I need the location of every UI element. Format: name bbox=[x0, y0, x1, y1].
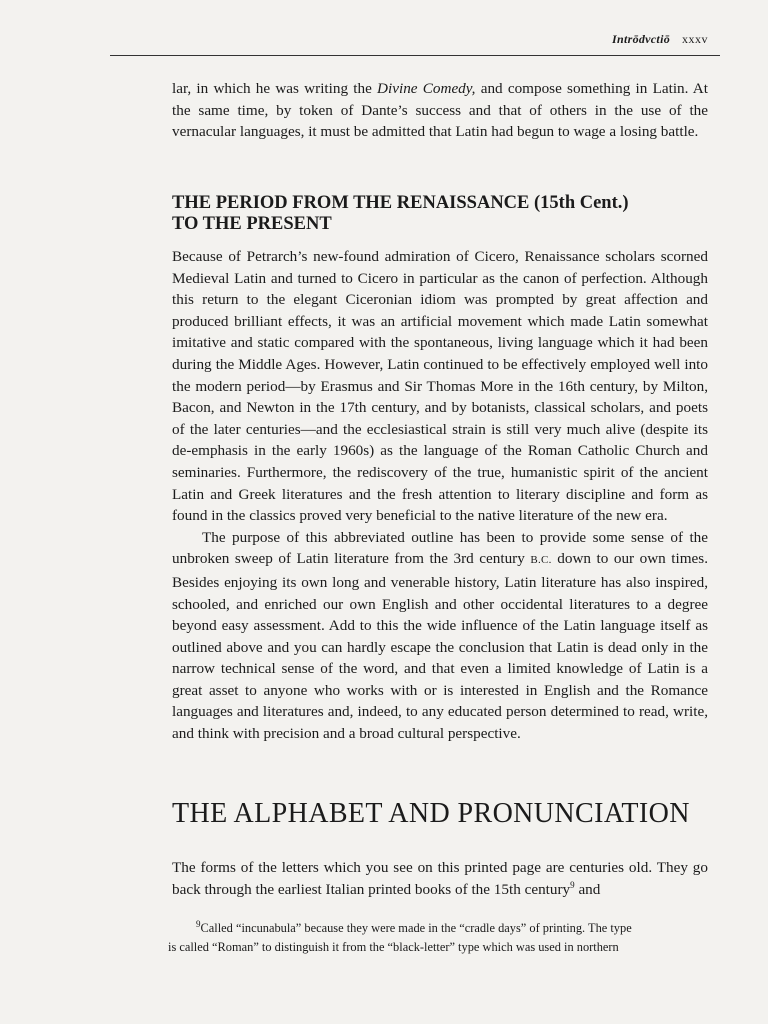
footnote-marker: 9 bbox=[196, 918, 201, 929]
footnote bbox=[168, 919, 698, 956]
paragraph-purpose bbox=[172, 527, 708, 745]
paragraph-renaissance: Because of Petrarch’s new-found admiration of Cicero, Renaissance scholars scorned Medieval Latin and turned to Cicero in particular as the canon of perfection. Although this return to the elegant Ciceronian idiom was prompted by great affection and produced brilliant effects, it was an artificial movement which made Latin somewhat imitative and static compared with the spontaneous, living language which it had been during the Middle Ages. However, Latin continued to be effectively employed well into the modern period—by Erasmus and Sir Thomas More in the 16th century, by Milton, Bacon, and Newton in the 17th century, and by botanists, classical scholars, and poets of the later centuries—and the ecclesiastical strain is still very much alive (despite its de-emphasis in the early 1960s) as the language of the Roman Catholic Church and seminaries. Furthermore, the rediscovery of the true, humanistic spirit of the ancient Latin and Greek literatures and the fresh attention to literary discipline and form as found in the classics proved very beneficial to the native literature of the new era. bbox=[172, 248, 708, 525]
running-head-title: Intrōdvctiō bbox=[612, 32, 670, 46]
para1-text-a: lar, in which he was writing the bbox=[172, 80, 378, 97]
para4-text-b: and bbox=[574, 880, 601, 898]
footnote-text-2: is called “Roman” to distinguish it from the “black-letter” type which was used in northern bbox=[168, 939, 619, 954]
paragraph-continuation bbox=[172, 78, 708, 143]
para3-text-b: down to our own times. Besides enjoying its own long and venerable history, Latin literature has also inspired, schooled, and enriched our own English and other occidental literatures to a degree beyond easy assessment. Add to this the wide influence of the Latin language itself as outlined above and you can hardly escape the conclusion that Latin is dead only in the narrow technical sense of the word, and that even a limited knowledge of Latin is a great asset to anyone who works with or is interested in English and the Romance languages and literatures and, indeed, to any educated person determined to read, write, and think with precision and a broad cultural perspective. bbox=[172, 550, 708, 743]
para3-text-a: The purpose of this abbreviated outline has been to provide some sense of the unbroken sweep of Latin literature from the 3rd century bbox=[172, 528, 708, 568]
section-heading-line2: TO THE PRESENT bbox=[172, 214, 332, 234]
page-number: xxxv bbox=[682, 32, 708, 46]
section-heading-line1: THE PERIOD FROM THE RENAISSANCE (15th Cent.) bbox=[172, 193, 629, 213]
paragraph-alphabet bbox=[172, 857, 708, 900]
era-abbreviation: B.C. bbox=[530, 554, 552, 567]
section-heading bbox=[172, 193, 712, 235]
divine-comedy-title: Divine Comedy, bbox=[377, 80, 476, 97]
footnote-text-1: Called “incunabula” because they were made in the “cradle days” of printing. The type bbox=[200, 921, 632, 935]
para4-text-a: The forms of the letters which you see on this printed page are centuries old. They go back through the earliest Italian printed books of the 15th century bbox=[172, 859, 708, 898]
footnote-line1 bbox=[168, 919, 698, 938]
chapter-heading: THE ALPHABET AND PRONUNCIATION bbox=[172, 798, 690, 829]
running-head bbox=[612, 32, 708, 47]
footnote-reference: 9 bbox=[570, 879, 575, 890]
para1-text-b: and compose something in Latin. At the same time, by token of Dante’s success and that of others in the use of the vernacular languages, it must be admitted that Latin had begun to wage a losing battle. bbox=[172, 80, 708, 141]
header-rule bbox=[110, 55, 720, 56]
renaissance-section-body bbox=[172, 246, 708, 745]
